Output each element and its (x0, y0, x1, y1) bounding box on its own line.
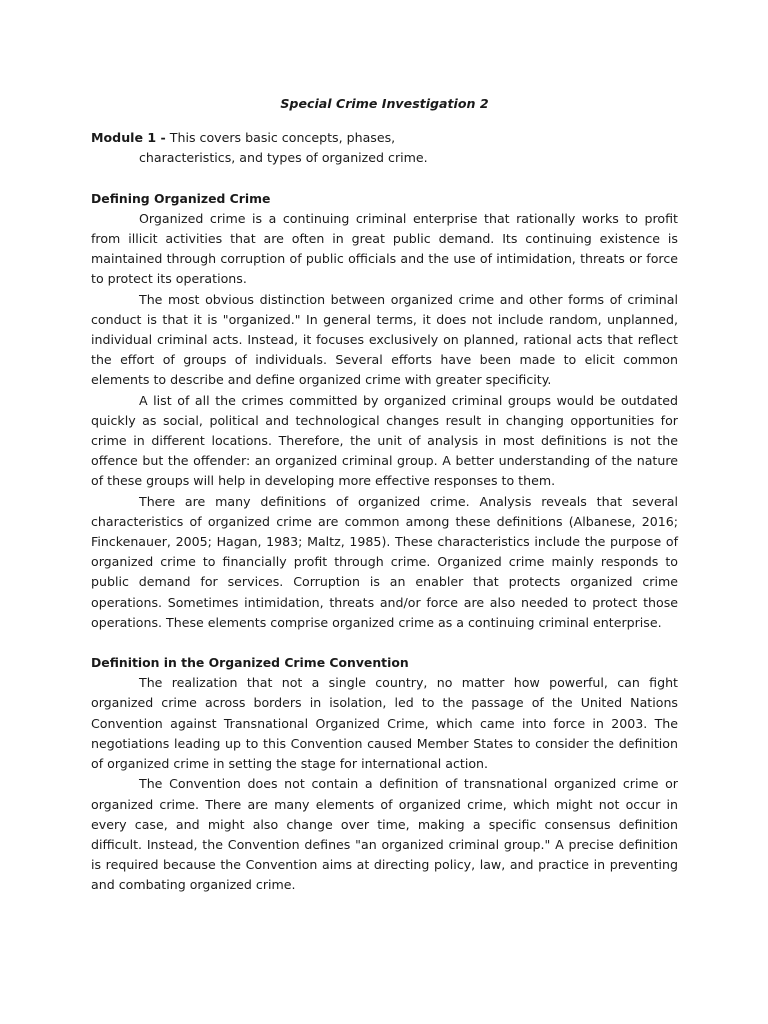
paragraph: A list of all the crimes committed by organized criminal groups would be outdated quickly as social, political and technological changes result in changing opportunities for crime in different locations. Therefore, the unit of analysis in most definitions is not the offence but the offender: an organized criminal group. A better understanding of the nature of these groups will help in developing more effective responses to them. (91, 392, 678, 489)
module-label: Module 1 - (91, 130, 166, 146)
document-title: Special Crime Investigation 2 (280, 96, 489, 111)
module-description-line1: This covers basic concepts, phases, (165, 130, 396, 146)
section-heading: Definition in the Organized Crime Convention (91, 655, 409, 671)
section-defining-organized-crime (91, 189, 678, 633)
module-intro (91, 128, 678, 148)
paragraph: The realization that not a single country, no matter how powerful, can fight organized crime across borders in isolation, led to the passage of the United Nations Convention against Transnational Organized Crime, which came into force in 2003. The negotiations leading up to this Convention caused Member States to consider the definition of organized crime in setting the stage for international action. (91, 675, 678, 772)
paragraph: The most obvious distinction between organized crime and other forms of criminal conduct is that it is "organized." In general terms, it does not include random, unplanned, individual criminal acts. Instead, it focuses exclusively on planned, rational acts that reflect the effort of groups of individuals. Several efforts have been made to elicit common elements to describe and define organized crime with greater specificity. (91, 291, 678, 388)
section-definition-in-convention (91, 653, 678, 895)
module-description-line2: characteristics, and types of organized crime. (139, 150, 428, 166)
paragraph: Organized crime is a continuing criminal enterprise that rationally works to profit from illicit activities that are often in great public demand. Its continuing existence is maintained through corruption of public officials and the use of intimidation, threats or force to protect its operations. (91, 210, 678, 287)
paragraph: The Convention does not contain a definition of transnational organized crime or organized crime. There are many elements of organized crime, which might not occur in every case, and might also change over time, making a specific consensus definition difficult. Instead, the Convention defines "an organized criminal group." A precise definition is required because the Convention aims at directing policy, law, and practice in preventing and combating organized crime. (91, 776, 678, 893)
paragraph: There are many definitions of organized crime. Analysis reveals that several characteristics of organized crime are common among these definitions (Albanese, 2016; Finckenauer, 2005; Hagan, 1983; Maltz, 1985). These characteristics include the purpose of organized crime to financially profit through crime. Organized crime mainly responds to public demand for services. Corruption is an enabler that protects organized crime operations. Sometimes intimidation, threats and/or force are also needed to protect those operations. These elements comprise organized crime as a continuing criminal enterprise. (91, 493, 678, 630)
document-page (91, 94, 678, 916)
section-heading: Defining Organized Crime (91, 190, 271, 206)
